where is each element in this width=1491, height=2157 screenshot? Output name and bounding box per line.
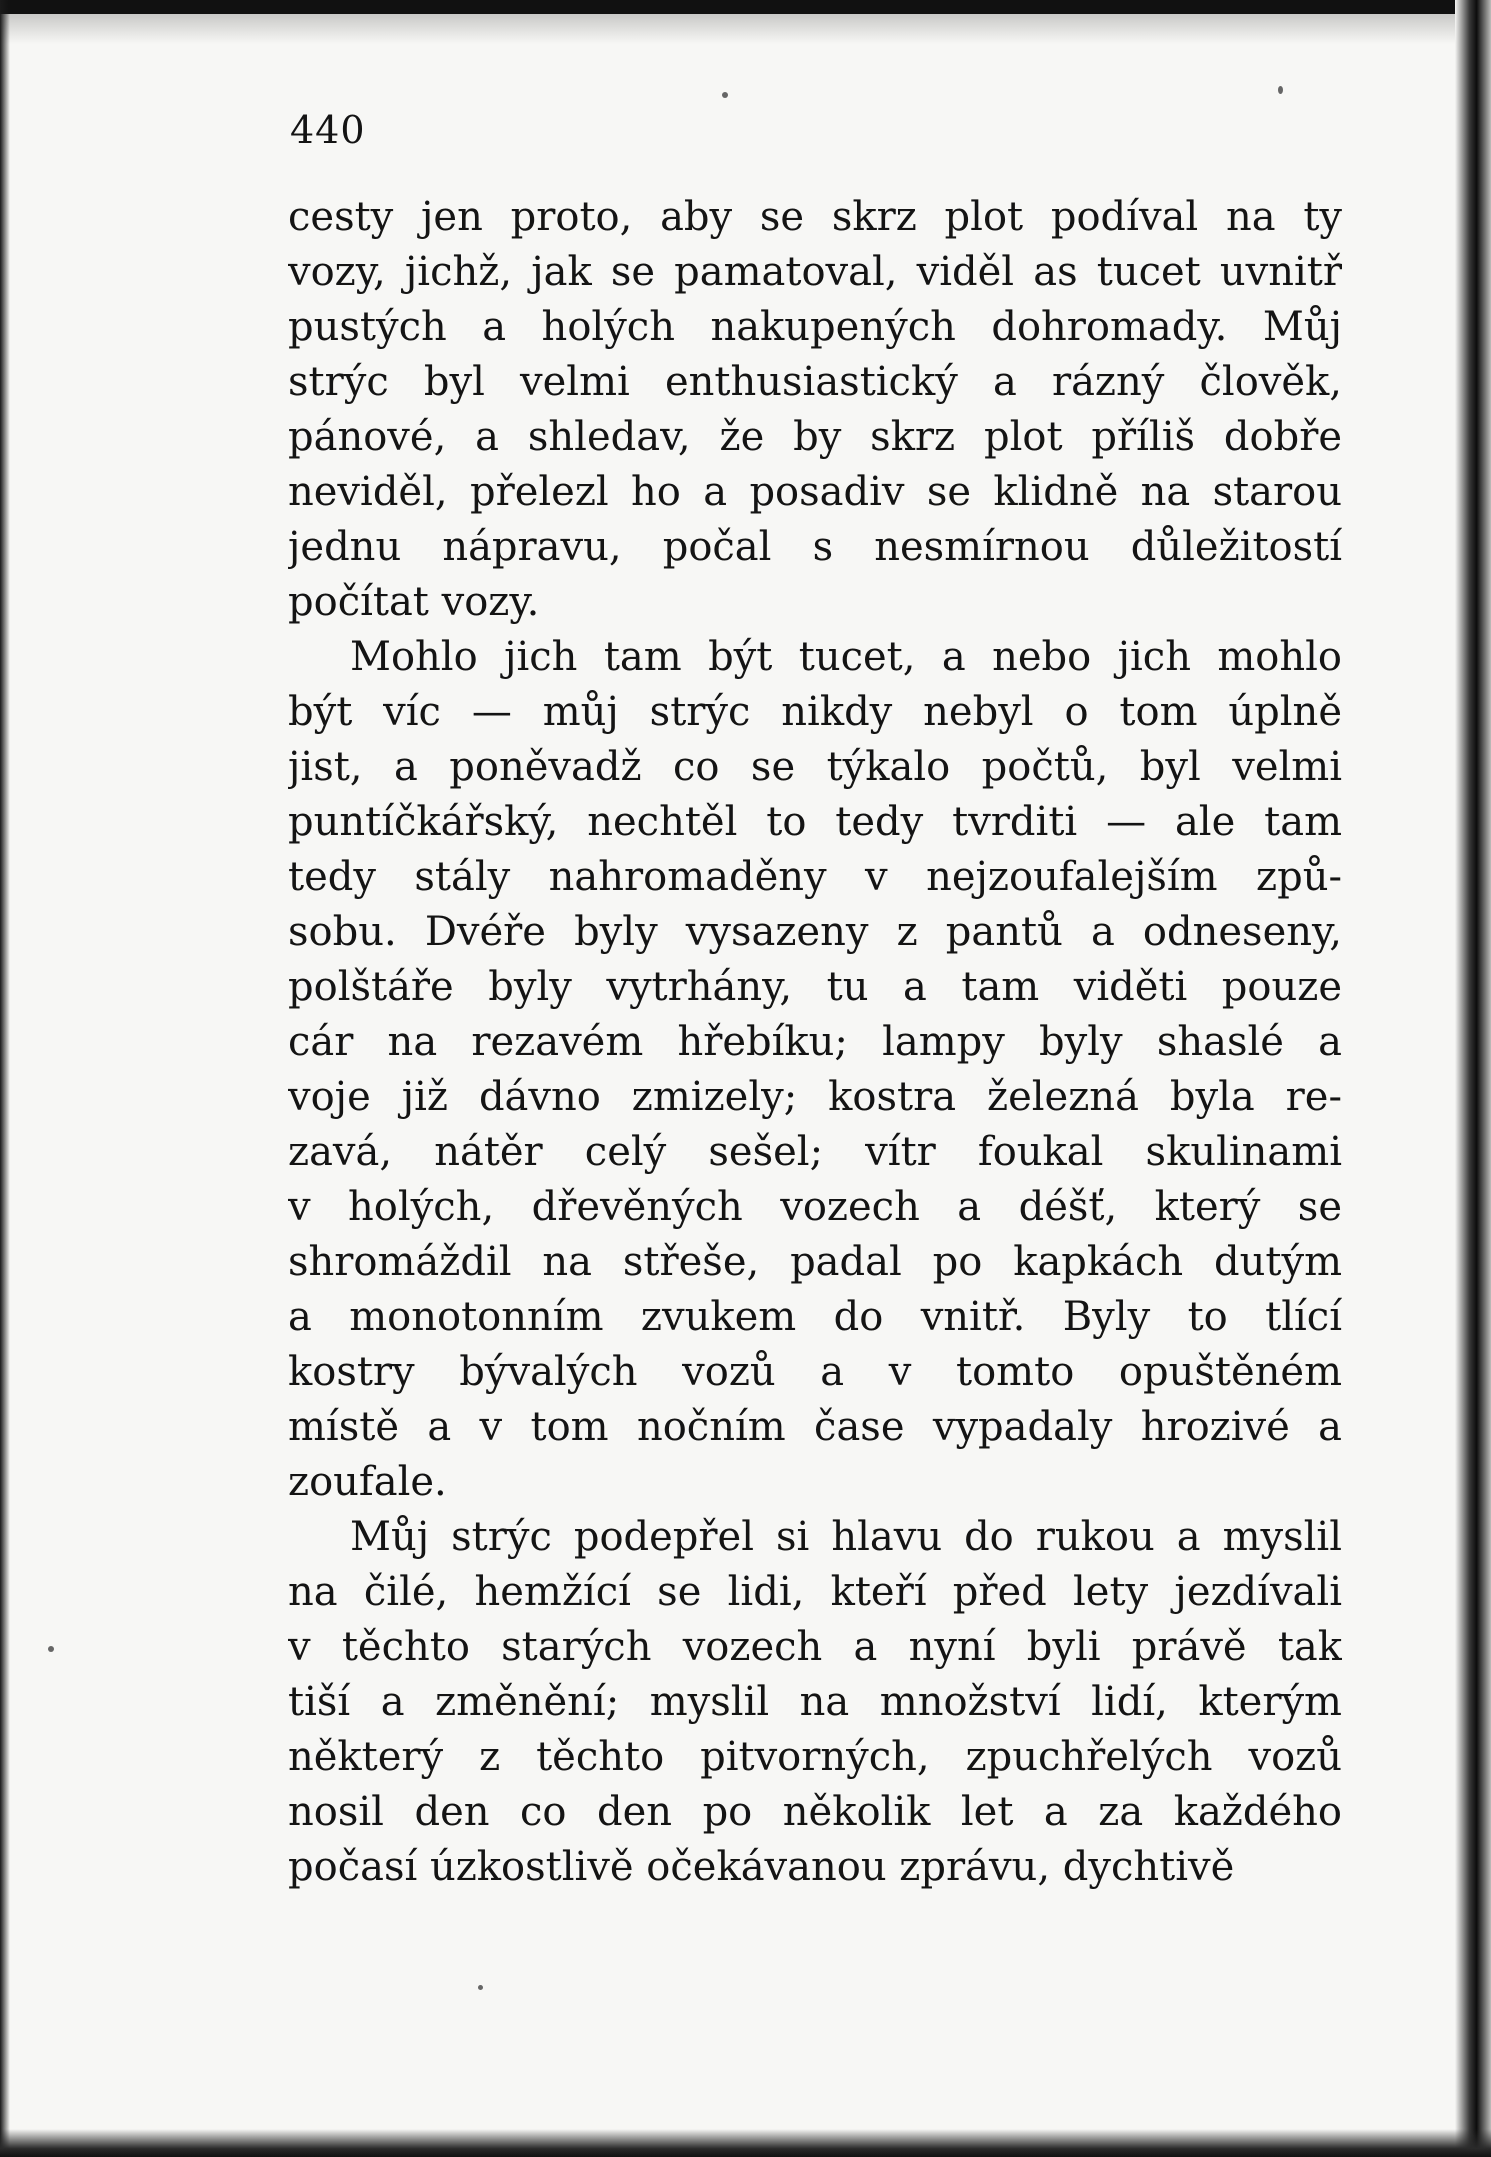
paragraph (288, 630, 1342, 1510)
text-line: sobu. Dvéře byly vysazeny z pantů a odneseny, (288, 909, 1342, 955)
text-line: zavá, nátěr celý sešel; vítr foukal skulinami (288, 1129, 1342, 1175)
text-line: voje již dávno zmizely; kostra železná byla re- (288, 1074, 1342, 1120)
paragraph (288, 1510, 1342, 1895)
text-line: některý z těchto pitvorných, zpuchřelých vozů (288, 1734, 1342, 1780)
text-line: a monotonním zvukem do vnitř. Byly to tlící (288, 1294, 1342, 1340)
text-line: jednu nápravu, počal s nesmírnou důležitostí (288, 524, 1342, 570)
text-line: místě a v tom nočním čase vypadaly hrozivé a (288, 1404, 1342, 1450)
text-line: jist, a poněvadž co se týkalo počtů, byl velmi (288, 744, 1342, 790)
text-line: cesty jen proto, aby se skrz plot podíval na ty (288, 194, 1342, 240)
text-line: Můj strýc podepřel si hlavu do rukou a myslil (350, 1514, 1342, 1560)
paragraph (288, 190, 1342, 630)
text-line: počasí úzkostlivě očekávanou zprávu, dychtivě (288, 1844, 1235, 1890)
dust-speck (48, 1646, 54, 1652)
page-number: 440 (290, 108, 366, 152)
text-line: pustých a holých nakupených dohromady. Můj (288, 304, 1342, 350)
text-line: počítat vozy. (288, 579, 540, 625)
scan-edge-right (1455, 0, 1491, 2157)
text-line: shromáždil na střeše, padal po kapkách dutým (288, 1239, 1342, 1285)
text-line: polštáře byly vytrhány, tu a tam viděti pouze (288, 964, 1342, 1010)
scan-edge-left (0, 0, 10, 2157)
text-line: na čilé, hemžící se lidi, kteří před lety jezdívali (288, 1569, 1342, 1615)
text-line: neviděl, přelezl ho a posadiv se klidně na starou (288, 469, 1342, 515)
text-line: nosil den co den po několik let a za každého (288, 1789, 1342, 1835)
text-line: tedy stály nahromaděny v nejzoufalejším způ- (288, 854, 1342, 900)
text-line: puntíčkářský, nechtěl to tedy tvrditi — ale tam (288, 799, 1342, 845)
body-text (288, 190, 1342, 1895)
text-line: v těchto starých vozech a nyní byli právě tak (288, 1624, 1342, 1670)
text-line: strýc byl velmi enthusiastický a rázný člověk, (288, 359, 1342, 405)
text-line: pánové, a shledav, že by skrz plot příliš dobře (288, 414, 1342, 460)
text-line: vozy, jichž, jak se pamatoval, viděl as tucet uvnitř (288, 249, 1342, 295)
scan-edge-bottom (0, 2129, 1491, 2157)
text-line: tiší a změnění; myslil na množství lidí, kterým (288, 1679, 1342, 1725)
dust-speck (1278, 86, 1283, 94)
scan-shadow-top (0, 14, 1491, 44)
scan-edge-top (0, 0, 1491, 14)
text-line: Mohlo jich tam být tucet, a nebo jich mohlo (350, 634, 1342, 680)
dust-speck (478, 1985, 483, 1990)
text-line: zoufale. (288, 1459, 447, 1505)
dust-speck (722, 92, 728, 98)
text-line: v holých, dřevěných vozech a déšť, který se (288, 1184, 1342, 1230)
text-line: být víc — můj strýc nikdy nebyl o tom úplně (288, 689, 1342, 735)
text-line: cár na rezavém hřebíku; lampy byly shaslé a (288, 1019, 1342, 1065)
text-line: kostry bývalých vozů a v tomto opuštěném (288, 1349, 1342, 1395)
